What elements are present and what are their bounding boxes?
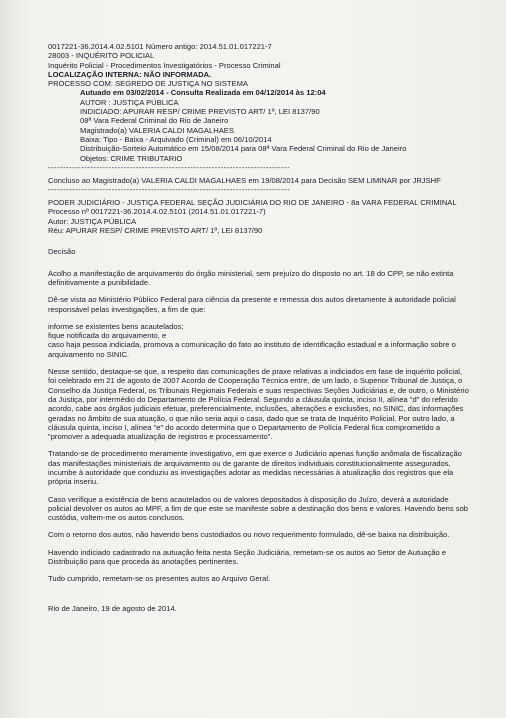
separator-line: --------------------------------------------------------------------------------: [48, 162, 291, 172]
baixa-line: Baixa: Tipo - Baixa - Arquivado (Criminal) em 06/10/2014: [80, 134, 272, 144]
distribuicao-line: Distribuição-Sorteio Automático em 15/08/2014 para 08ª Vara Federal Criminal do Rio de Janeiro: [80, 144, 407, 154]
paragraph-2: Dê-se vista ao Ministério Público Federal para ciência da presente e remessa dos autos diretamente à autoridade policial responsável pelas investigações, a fim de que:: [48, 295, 456, 314]
paragraph-6: Com o retorno dos autos, não havendo bens custodiados ou novo requerimento formulado, dê-se baixa na distribuição.: [48, 530, 450, 540]
separator-line-2: --------------------------------------------------------------------------------: [48, 185, 291, 195]
indiciado-line: INDICIADO: APURAR RESP/ CRIME PREVISTO ART/ 1º, LEI 8137/90: [80, 107, 320, 117]
process-class-line: 28003 - INQUÉRITO POLICIAL: [48, 51, 155, 61]
concluso-line: Concluso ao Magistrado(a) VALERIA CALDI MAGALHAES em 19/08/2014 para Decisão SEM LIMINAR por JRJSHF: [48, 175, 441, 185]
autor-line-2: Autor: JUSTIÇA PÚBLICA: [48, 216, 137, 226]
paragraph-1: Acolho a manifestação de arquivamento do órgão ministerial, sem prejuízo do disposto no art. 18 do CPP, se não extinta definitivamente a punibilidade.: [48, 268, 454, 287]
process-number-line: 0017221-36.2014.4.02.5101 Número antigo: 2014.51.01.017221-7: [48, 42, 272, 51]
internal-location-line: LOCALIZAÇÃO INTERNA: NÃO INFORMADA.: [48, 69, 212, 79]
magistrado-line: Magistrado(a) VALERIA CALDI MAGALHAES: [80, 125, 234, 135]
court-heading: PODER JUDICIÁRIO - JUSTIÇA FEDERAL SEÇÃO JUDICIÁRIA DO RIO DE JANEIRO - 8a VARA FEDERAL CRIMINAL: [48, 198, 457, 208]
processo-line: Processo nº 0017221-36.2014.4.02.5101 (2014.51.01.017221-7): [48, 207, 266, 217]
list-item-3: caso haja pessoa indiciada, promova a comunicação do fato ao instituto de identificação estadual e a informação sobre o arquivamento no SINIC.: [48, 340, 456, 359]
secrecy-line: PROCESSO COM: SEGREDO DE JUSTIÇA NO SISTEMA: [48, 79, 248, 89]
closing-date: Rio de Janeiro, 19 de agosto de 2014.: [48, 603, 177, 613]
paragraph-4: Tratando-se de procedimento meramente investigativo, em que exerce o Judiciário apenas função anômala de fiscalização das manifestações ministeriais de arquivamento ou de garante de direitos individuais constitucionalmente assegurados, incumbe à autoridade que conduziu as investigações adotar as medidas necessárias à atualização dos registros que ela própria inseriu.: [48, 449, 462, 487]
autor-line: AUTOR : JUSTIÇA PÚBLICA: [80, 97, 179, 107]
paragraph-5: Caso verifique a existência de bens acautelados ou de valores depositados à disposição do Juízo, deverá a autoridade policial devolver os autos ao MPF, a fim de que este se manifeste sobre a destinação dos bens e valores. Havendo bens sob custódia, voltem-me os autos conclusos.: [48, 494, 469, 523]
autuado-line: Autuado em 03/02/2014 - Consulta Realizada em 04/12/2014 às 12:04: [80, 88, 326, 98]
list-item-1: informe se existentes bens acautelados;: [48, 321, 184, 331]
vara-line: 08ª Vara Federal Criminal do Rio de Janeiro: [80, 116, 229, 126]
process-subject-line: Inquérito Policial - Procedimentos Investigatórios - Processo Criminal: [48, 60, 281, 70]
decision-title: Decisão: [48, 247, 76, 257]
paragraph-8: Tudo cumprido, remetam-se os presentes autos ao Arquivo Geral.: [48, 574, 271, 584]
paragraph-3: Nesse sentido, destaque-se que, a respeito das comunicações de praxe relativas a indiciados em fase de inquérito policial, foi celebrado em 21 de agosto de 2007 Acordo de Cooperação Técnica entre, de um lado, o Superior Tribunal de Justiça, o Conselho da Justiça Federal, os Tribunais Regionais Federais e suas respectivas Seções Judiciárias e, de outro, o Ministério da Justiça, por intermédio do Departamento de Polícia Federal. Segundo a cláusula quinta, inciso II, alínea "d" do referido acordo, cabe aos órgãos judiciais efetuar, preferencialmente, inclusões, alterações e exclusões, no SINIC, das informações geradas no âmbito de sua atuação, o que não seria aqui o caso, dado que se trata de Inquérito Policial. Por outro lado, a cláusula quinta, inciso I, alínea "e" do acordo determina que o Departamento de Polícia Federal fica comprometido a "promover a adequada atualização de registros e processamento".: [48, 367, 469, 442]
reu-line: Réu: APURAR RESP/ CRIME PREVISTO ART/ 1º, LEI 8137/90: [48, 226, 263, 236]
objetos-line: Objetos: CRIME TRIBUTARIO: [80, 153, 183, 163]
list-item-2: fique notificada do arquivamento, e: [48, 331, 167, 341]
paragraph-7: Havendo indiciado cadastrado na autuação feita nesta Seção Judiciária, remetam-se os autos ao Setor de Autuação e Distribuição para que proceda às anotações pertinentes.: [48, 547, 447, 567]
